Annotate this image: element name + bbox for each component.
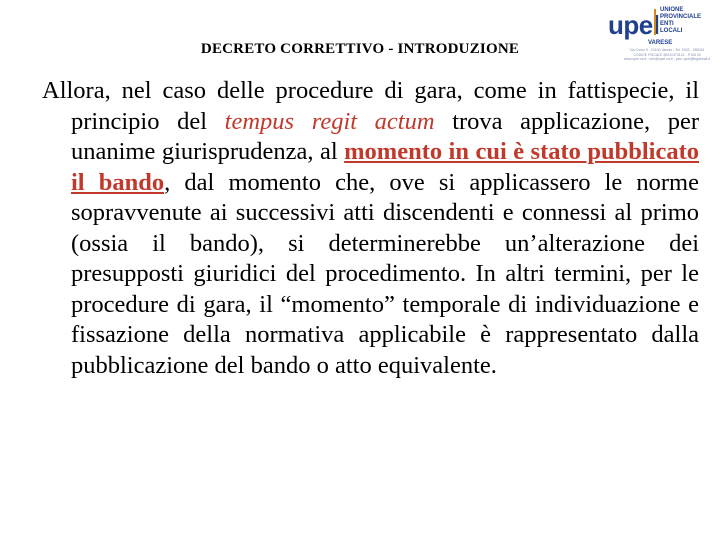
highlighted-phrase: momento in cui è stato pubblicato il bando [71,138,699,196]
logo-side-line: ENTI [660,21,674,27]
upel-logo [608,4,716,66]
latin-phrase: tempus regit actum [224,107,435,135]
logo-side-line: PROVINCIALE [660,14,702,20]
paragraph-text-1: Allora, nel caso delle procedure di gara, come in fattispecie, il principio del [42,77,699,135]
logo-side-line: LOCALI [660,28,683,34]
logo-wordmark: upel [608,10,660,40]
paragraph-text-2: trova applicazione, per unanime giurisprudenza, al [71,107,699,165]
logo-city: VARESE [648,40,673,46]
logo-fine-line: www.upel.va.it - info@upel.va.it - pec: upel@legalmail.it [623,57,711,61]
logo-fine-print [618,48,716,62]
body-paragraph [42,76,699,381]
paragraph-text-3: , dal momento che, ove si applicassero le norme sopravvenute ai successivi atti discendenti e connessi al primo (ossia il bando), si determinerebbe un’alterazione dei presupposti giuridici del procedimento. In altri termini, per le procedure di gara, il “momento” temporale di individuazione e fissazione della normativa applicabile è rappresentato dalla pubblicazione del bando o atto equivalente. [71,168,699,379]
slide-title-text: DECRETO CORRETTIVO - INTRODUZIONE [200,41,520,57]
logo-fine-line: CODICE FISCALE 80011370121 - P.IVA 00 [633,52,701,57]
logo-side-text [660,7,716,35]
logo-fine-line: Via Como 9 - 21100 Varese - Tel. 0332 - 285034 [629,48,705,52]
logo-side-line: UNIONE [660,7,684,13]
